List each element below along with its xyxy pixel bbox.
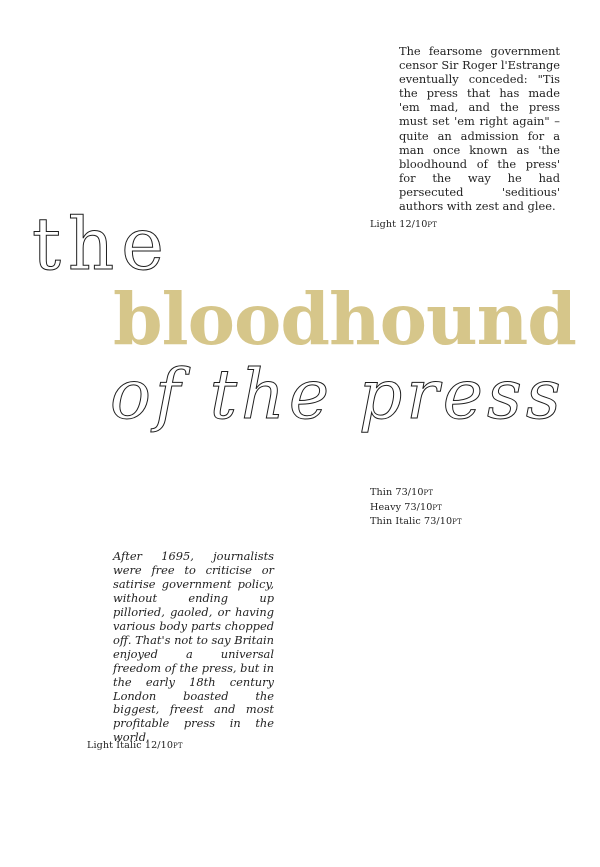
caption-thin-italic-name: Thin Italic bbox=[370, 516, 424, 527]
heading-of-the-press: of the press bbox=[110, 356, 565, 435]
caption-light-italic bbox=[87, 740, 183, 751]
caption-thin-italic bbox=[370, 515, 462, 530]
caption-light-size: 12/10pt bbox=[399, 219, 437, 230]
caption-thin-size: 73/10pt bbox=[395, 487, 434, 498]
intro-paragraph: The fearsome government censor Sir Roger l'Estrange eventually conceded: "Tis the press that has made 'em mad, and the press must set 'em right again" – quite an admission for a man once known as 'the bloodhound of the press' for the way he had persecuted 'seditious' authors with zest and glee. bbox=[399, 44, 560, 214]
caption-heavy bbox=[370, 501, 462, 516]
body-paragraph: After 1695, journalists were free to criticise or satirise government policy, without ending up pilloried, gaoled, or having various body parts chopped off. That's not to say Britain enjoyed a universal freedom of the press, but in the early 18th century London boasted the biggest, freest and most profitable press in the world. bbox=[113, 549, 275, 745]
heading-the: the bbox=[32, 202, 171, 286]
caption-thin-name: Thin bbox=[370, 487, 396, 498]
caption-thin-italic-size: 73/10pt bbox=[424, 516, 462, 527]
caption-light-italic-name: Light Italic bbox=[87, 740, 145, 751]
caption-thin bbox=[370, 486, 462, 501]
caption-heavy-size: 73/10pt bbox=[404, 501, 442, 513]
caption-weights bbox=[370, 486, 462, 530]
caption-light bbox=[370, 219, 437, 230]
caption-light-name: Light bbox=[370, 219, 400, 230]
caption-heavy-name: Heavy bbox=[370, 501, 405, 513]
heading-bloodhound: bloodhound bbox=[113, 277, 576, 361]
caption-light-italic-size: 12/10pt bbox=[144, 740, 183, 751]
